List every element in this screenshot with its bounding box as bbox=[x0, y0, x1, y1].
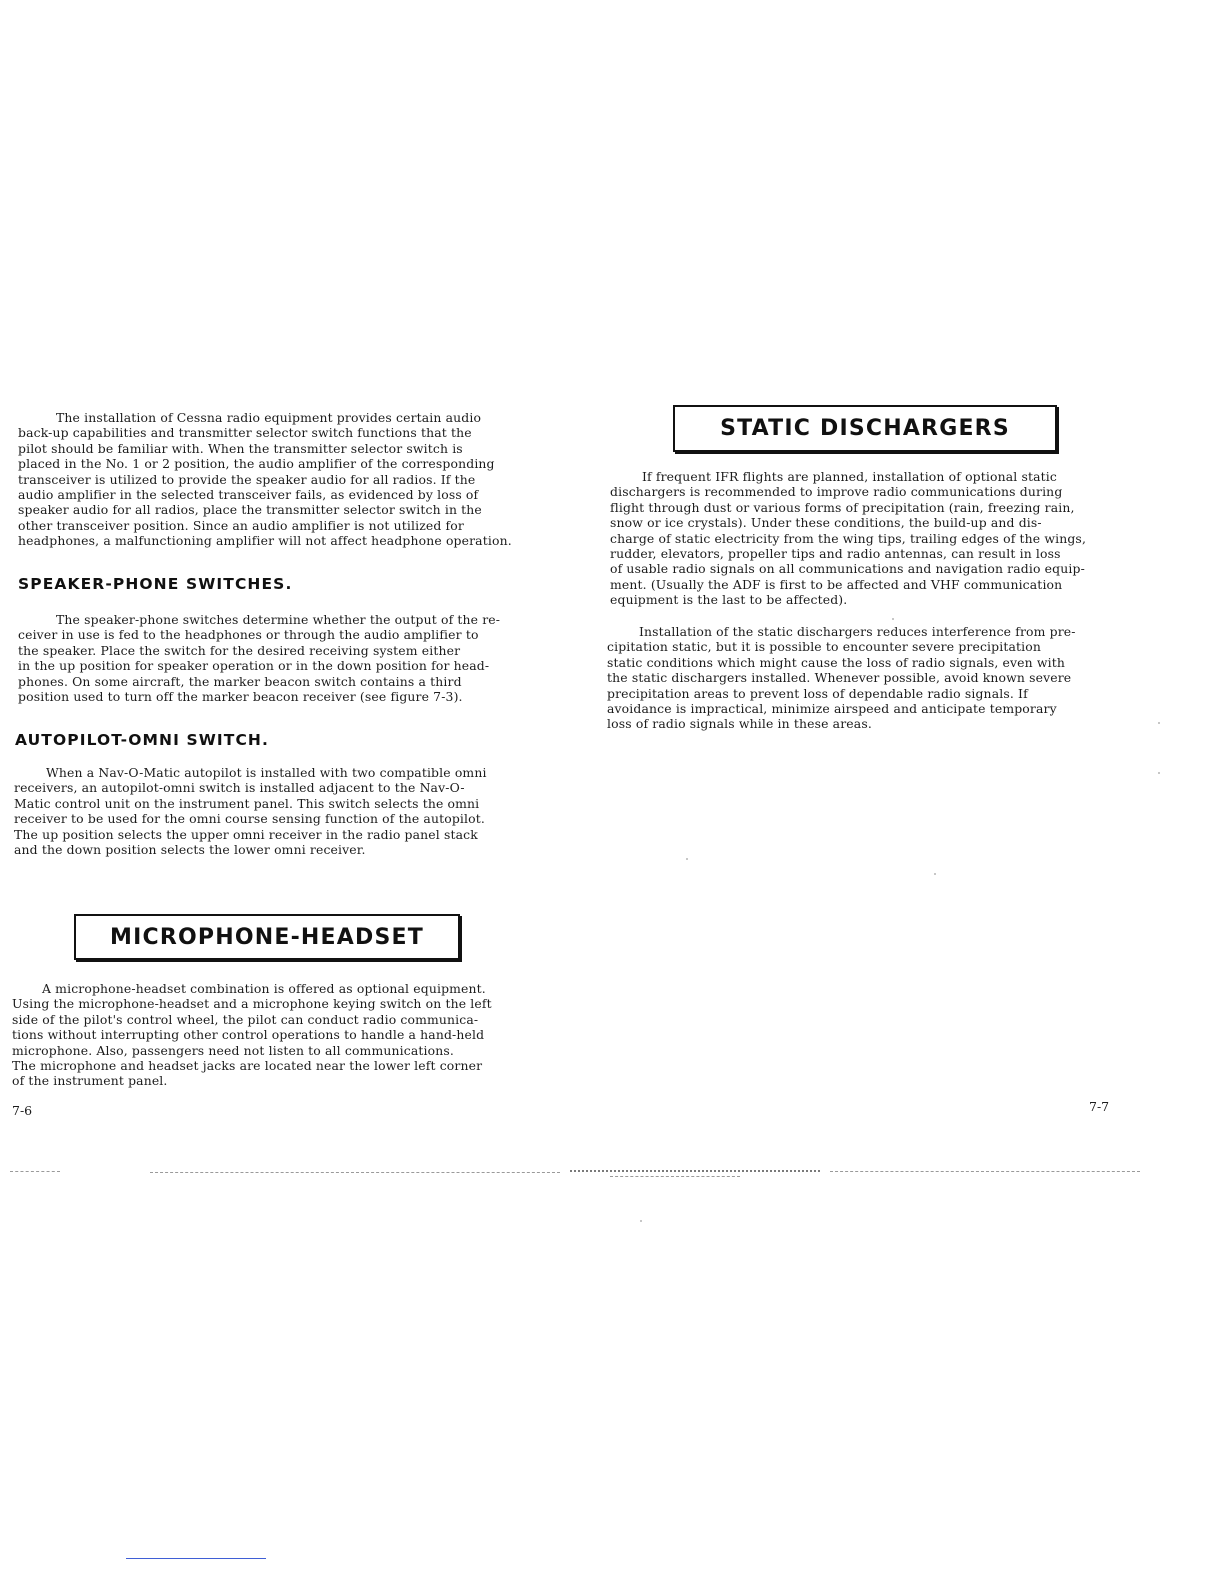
scan-artifact-line bbox=[830, 1171, 1140, 1172]
scan-speck bbox=[686, 858, 688, 860]
autopilot-omni-heading: AUTOPILOT-OMNI SWITCH. bbox=[15, 731, 269, 749]
scan-artifact-line bbox=[610, 1176, 740, 1177]
microphone-headset-heading: MICROPHONE-HEADSET bbox=[74, 914, 460, 960]
autopilot-omni-paragraph: When a Nav-O-Matic autopilot is installed with two compatible omni receivers, an autopilot-omni switch is installed adjacent to the Nav-O- Matic control unit on the instrument panel. This switch selects the omni receiver to be used for the omni course sensing function of the autopilot. The up position selects the upper omni receiver in the radio panel stack and the down position selects the lower omni receiver. bbox=[14, 765, 487, 858]
page-number-left: 7-6 bbox=[12, 1103, 33, 1118]
blue-underline bbox=[126, 1558, 266, 1559]
scan-speck bbox=[1158, 722, 1160, 724]
page-number-right: 7-7 bbox=[1089, 1099, 1110, 1114]
scan-artifact-line bbox=[10, 1171, 60, 1172]
microphone-headset-paragraph: A microphone-headset combination is offered as optional equipment. Using the microphone-headset and a microphone keying switch on the left side of the pilot's control wheel, the pilot can conduct radio communica- tions without interrupting other control operations to handle a hand-held microphone. Also, passengers need not listen to all communications. The microphone and headset jacks are located near the lower left corner of the instrument panel. bbox=[12, 981, 492, 1089]
scan-speck bbox=[640, 1220, 642, 1222]
static-dischargers-heading: STATIC DISCHARGERS bbox=[673, 405, 1057, 452]
scan-speck bbox=[934, 873, 936, 875]
scan-artifact-line bbox=[150, 1172, 560, 1173]
intro-paragraph: The installation of Cessna radio equipment provides certain audio back-up capabilities and transmitter selector switch functions that the pilot should be familiar with. When the transmitter selector switch is placed in the No. 1 or 2 position, the audio amplifier of the corresponding transceiver is utilized to provide the speaker audio for all radios. If the audio amplifier in the selected transceiver fails, as evidenced by loss of speaker audio for all radios, place the transmitter selector switch in the other transceiver position. Since an audio amplifier is not utilized for headphones, a malfunctioning amplifier will not affect headphone operation. bbox=[18, 410, 512, 549]
static-dischargers-paragraph-2: Installation of the static dischargers reduces interference from pre- cipitation static, but it is possible to encounter severe precipitation static conditions which might cause the loss of radio signals, even with the static dischargers installed. Whenever possible, avoid known severe precipitation areas to prevent loss of dependable radio signals. If avoidance is impractical, minimize airspeed and anticipate temporary loss of radio signals while in these areas. bbox=[607, 624, 1076, 732]
speaker-phone-heading: SPEAKER-PHONE SWITCHES. bbox=[18, 575, 293, 593]
speaker-phone-paragraph: The speaker-phone switches determine whether the output of the re- ceiver in use is fed to the headphones or through the audio amplifier to the speaker. Place the switch for the desired receiving system either in the up position for speaker operation or in the down position for head- phones. On some aircraft, the marker beacon switch contains a third position used to turn off the marker beacon receiver (see figure 7-3). bbox=[18, 612, 501, 705]
scan-speck bbox=[892, 618, 894, 620]
static-dischargers-paragraph-1: If frequent IFR flights are planned, installation of optional static dischargers is recommended to improve radio communications during flight through dust or various forms of precipitation (rain, freezing rain, snow or ice crystals). Under these conditions, the build-up and dis- charge of static electricity from the wing tips, trailing edges of the wings, rudder, elevators, propeller tips and radio antennas, can result in loss of usable radio signals on all communications and navigation radio equip- ment. (Usually the ADF is first to be affected and VHF communication equipment is the last to be affected). bbox=[610, 469, 1087, 608]
scan-speck bbox=[1158, 772, 1160, 774]
scan-artifact-line bbox=[570, 1170, 820, 1172]
